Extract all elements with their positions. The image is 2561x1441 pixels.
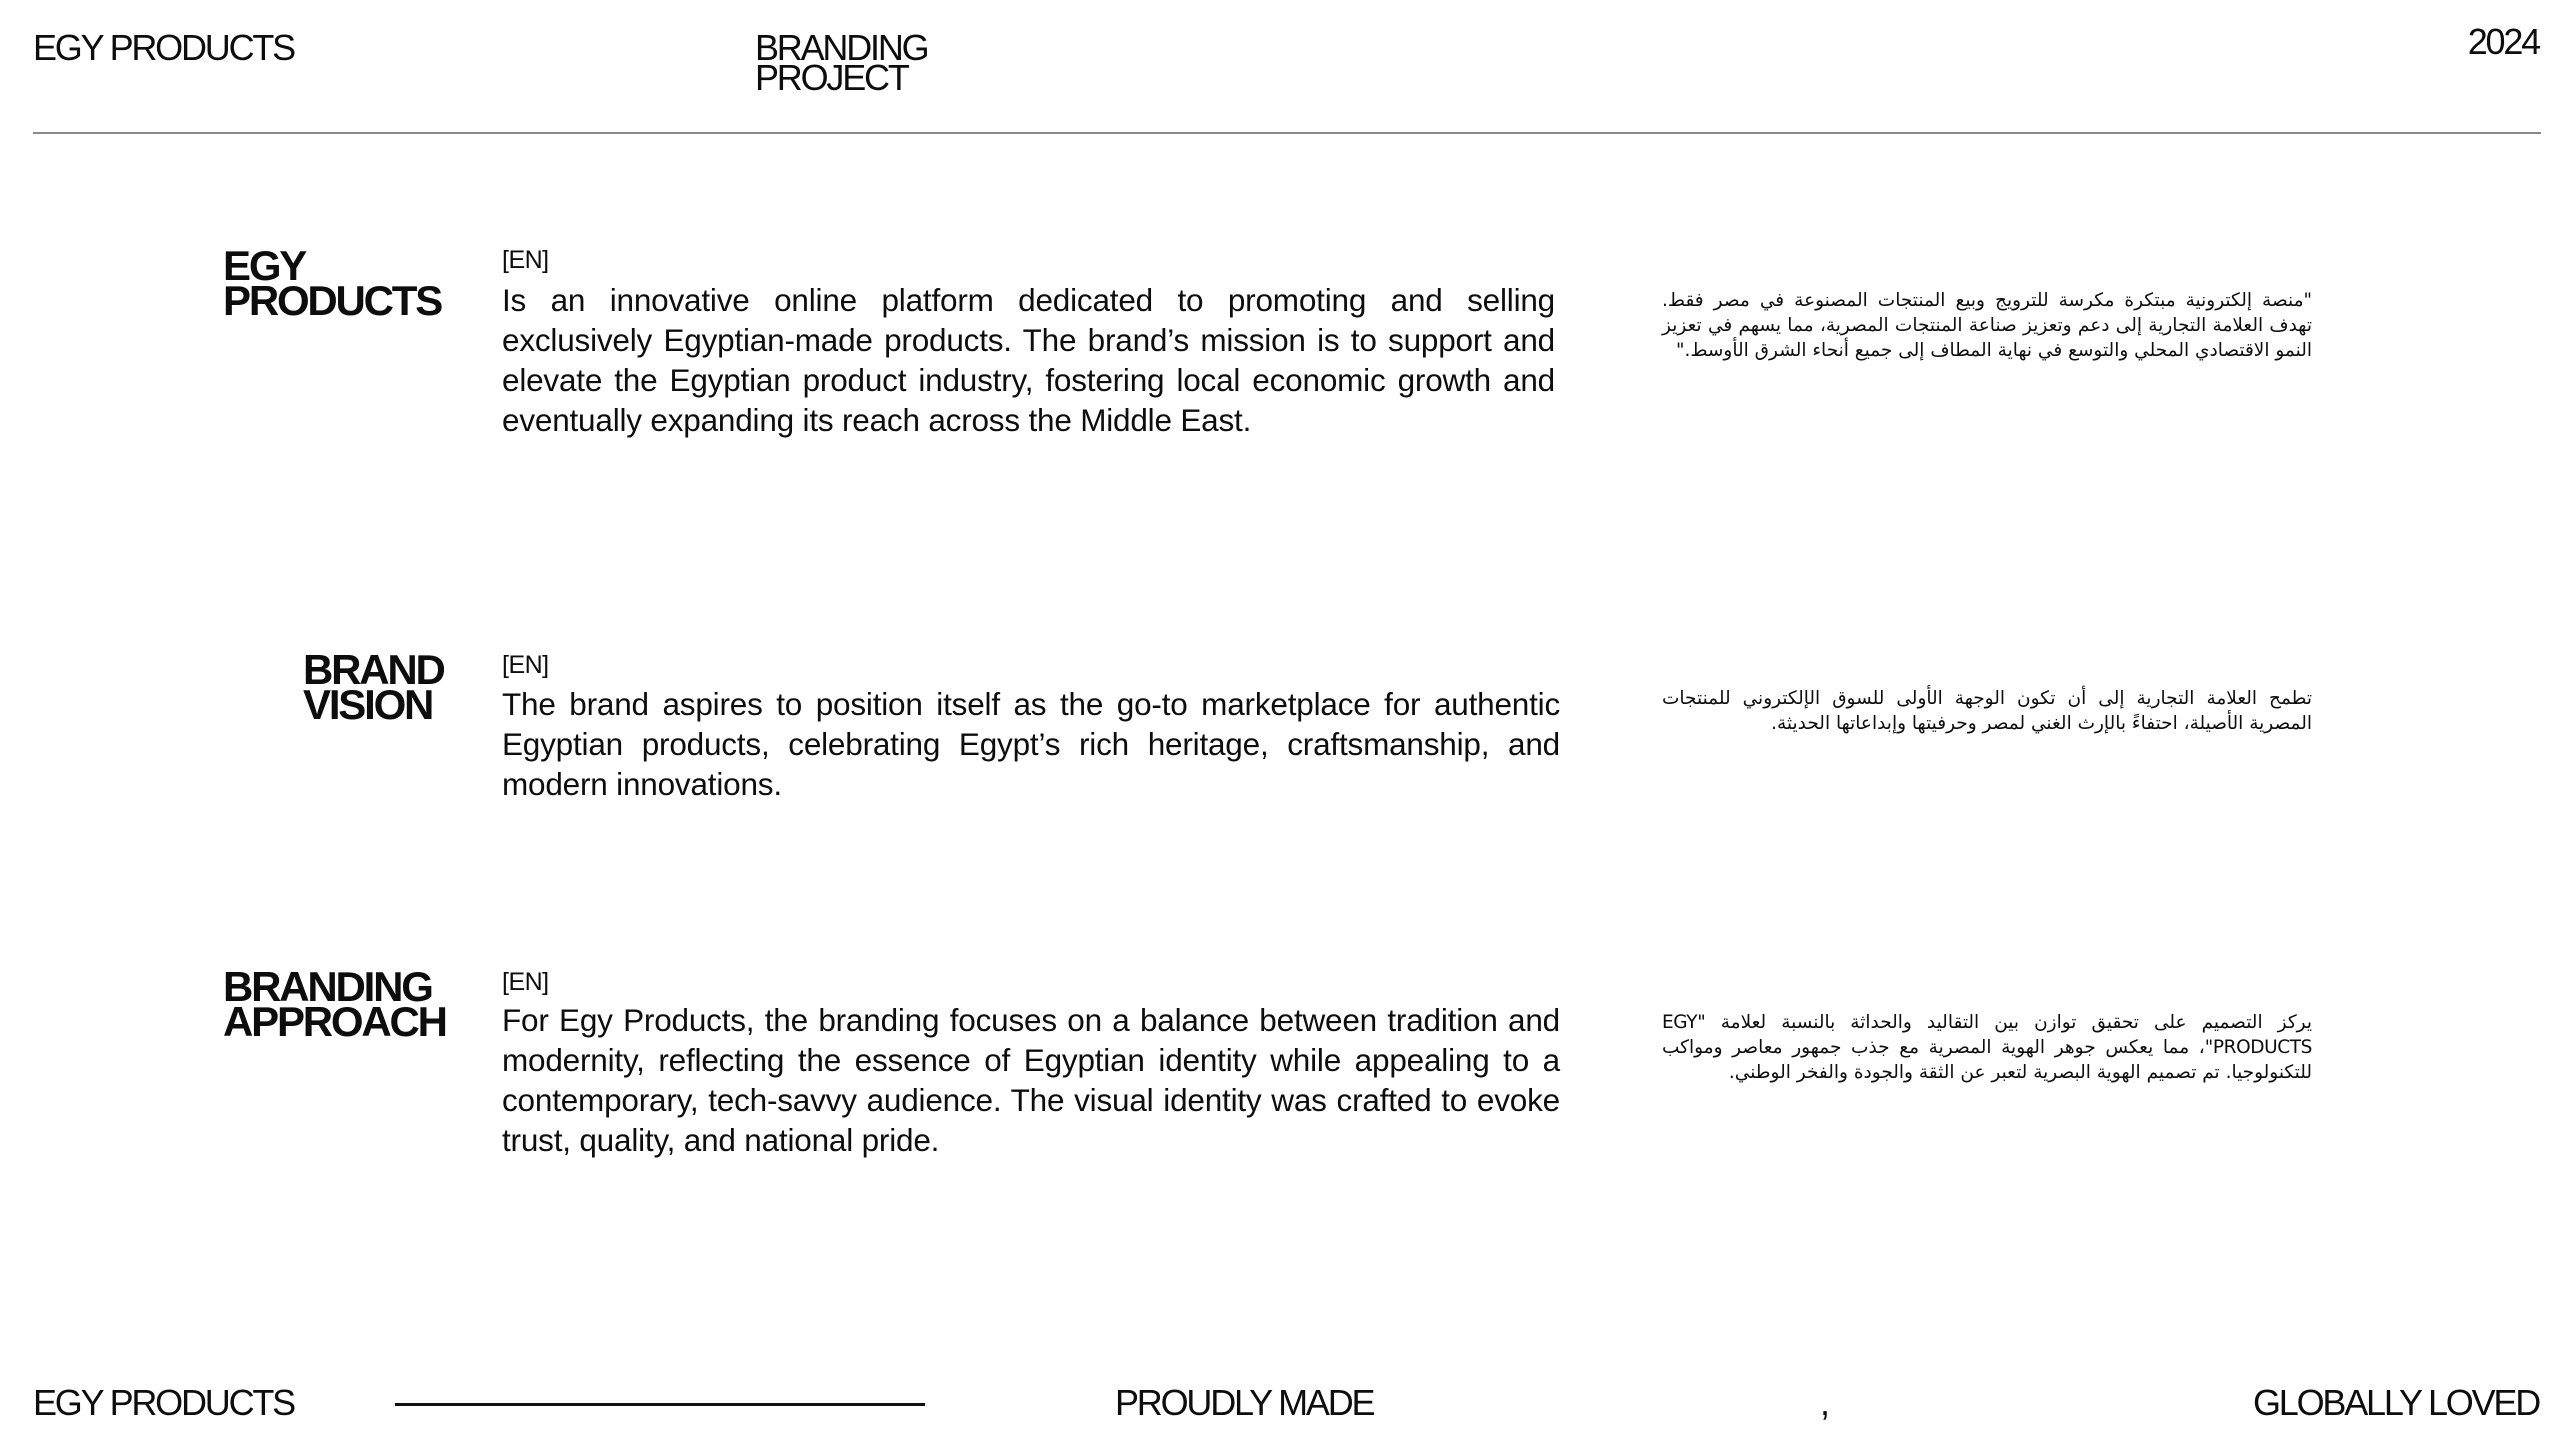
header-title-line-2: PROJECT — [755, 57, 908, 98]
footer-divider-line — [395, 1403, 925, 1406]
language-tag-en: [EN] — [502, 246, 549, 274]
section-title-brand-vision — [303, 646, 444, 728]
arabic-paragraph: يركز التصميم على تحقيق توازن بين التقاليد والحداثة بالنسبة لعلامة "EGY PRODUCTS"، مما يعكس جوهر الهوية المصرية مع جذب جمهور معاصر ومواكب للتكنولوجيا. تم تصميم الهوية البصرية لتعبر عن الثقة والجودة والفخر الوطني. — [1662, 1012, 2312, 1083]
footer-separator: , — [1820, 1382, 1828, 1423]
language-tag-en: [EN] — [502, 651, 549, 679]
arabic-paragraph: تطمح العلامة التجارية إلى أن تكون الوجهة الأولى للسوق الإلكتروني للمنتجات المصرية الأصيلة، احتفاءً بالإرث الغني لمصر وحرفيتها وإبداعاتها الحديثة. — [1662, 688, 2312, 734]
header-divider — [33, 132, 2541, 134]
footer-tagline-right: GLOBALLY LOVED — [2252, 1382, 2539, 1423]
footer-brand-name: EGY PRODUCTS — [33, 1382, 294, 1423]
header-brand-name: EGY PRODUCTS — [33, 27, 294, 68]
header-project-title — [755, 27, 928, 98]
english-paragraph: For Egy Products, the branding focuses on a balance between tradition and modernity, reflecting the essence of Egyptian identity while appealing to a contemporary, tech-savvy audience. The visual identity was crafted to evoke trust, quality, and national pride. — [502, 1002, 1560, 1158]
english-paragraph: The brand aspires to position itself as the go-to marketplace for authentic Egyptian products, celebrating Egypt’s rich heritage, craftsmanship, and modern innovations. — [502, 686, 1560, 802]
section-title-branding-approach — [223, 963, 446, 1045]
footer-tagline-left: PROUDLY MADE — [1115, 1382, 1374, 1423]
header-title-line-1: BRANDING — [755, 27, 928, 68]
section-title-line-2: VISION — [303, 681, 433, 728]
header-year: 2024 — [2467, 21, 2539, 62]
section-title-line-1: BRAND — [303, 646, 444, 693]
section-title-line-2: APPROACH — [223, 998, 446, 1045]
english-paragraph: Is an innovative online platform dedicated to promoting and selling exclusively Egyptian-made products. The brand’s mission is to support and elevate the Egyptian product industry, fostering local economic growth and eventually expanding its reach across the Middle East. — [502, 282, 1555, 438]
language-tag-en: [EN] — [502, 968, 549, 996]
section-title-line-2: PRODUCTS — [223, 277, 442, 324]
section-title-line-1: BRANDING — [223, 963, 432, 1010]
section-title-egy-products — [223, 242, 442, 324]
section-title-line-1: EGY — [223, 242, 306, 289]
arabic-paragraph: "منصة إلكترونية مبتكرة مكرسة للترويج وبيع المنتجات المصنوعة في مصر فقط. تهدف العلامة التجارية إلى دعم وتعزيز صناعة المنتجات المصرية، مما يسهم في تعزيز النمو الاقتصادي المحلي والتوسع في نهاية المطاف إلى جميع أنحاء الشرق الأوسط." — [1662, 290, 2312, 361]
